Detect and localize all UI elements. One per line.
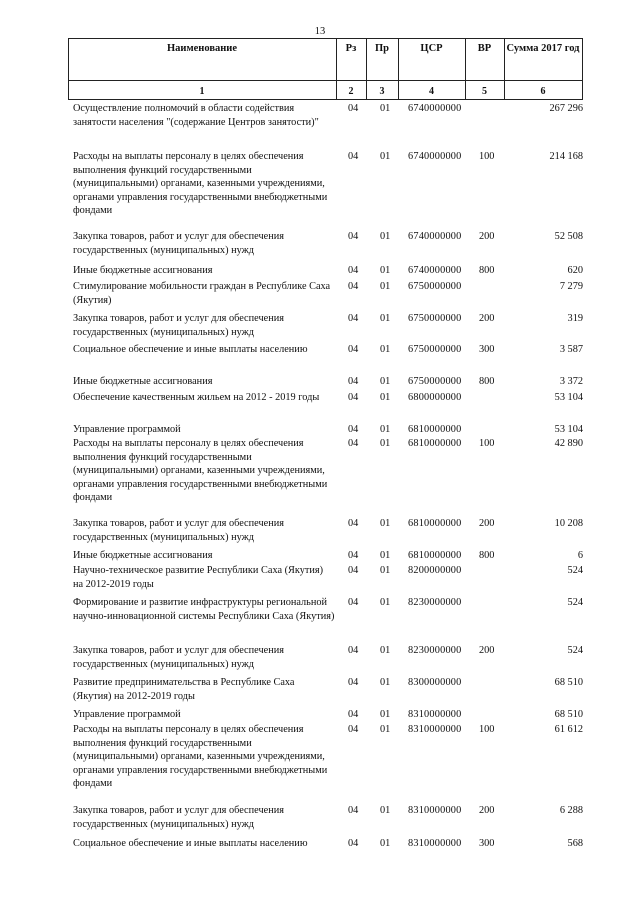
row-vr: 200 [479,805,495,816]
row-rz: 04 [348,313,359,324]
row-csr: 8310000000 [408,838,462,849]
row-rz: 04 [348,103,359,114]
row-pr: 01 [380,838,391,849]
row-pr: 01 [380,424,391,435]
row-rz: 04 [348,424,359,435]
row-csr: 6740000000 [408,265,462,276]
row-sum: 6 [577,550,583,561]
col-header-sum: Сумма 2017 год [506,43,580,54]
col-number: 6 [540,86,546,97]
row-csr: 6750000000 [408,281,462,292]
row-sum: 42 890 [554,438,583,449]
row-pr: 01 [380,392,391,403]
row-name: Стимулирование мобильности граждан в Республике Саха (Якутия) [73,281,331,306]
row-name: Расходы на выплаты персоналу в целях обеспечения выполнения функций государственными (муниципальными) органами, казенными учреждениями, органами управления государственными внебюджетными фондами [73,151,328,216]
row-pr: 01 [380,518,391,529]
row-name: Закупка товаров, работ и услуг для обеспечения государственных (муниципальных) нужд [73,805,284,830]
row-vr: 800 [479,265,495,276]
row-csr: 8310000000 [408,724,462,735]
row-pr: 01 [380,645,391,656]
row-csr: 6750000000 [408,376,462,387]
row-csr: 6810000000 [408,518,462,529]
row-pr: 01 [380,724,391,735]
row-name: Управление программой [73,709,181,720]
row-sum: 52 508 [554,231,583,242]
row-csr: 6740000000 [408,103,462,114]
row-name: Иные бюджетные ассигнования [73,376,213,387]
row-sum: 524 [567,645,583,656]
row-vr: 800 [479,550,495,561]
row-rz: 04 [348,597,359,608]
row-rz: 04 [348,151,359,162]
row-pr: 01 [380,265,391,276]
row-pr: 01 [380,344,391,355]
row-name: Закупка товаров, работ и услуг для обеспечения государственных (муниципальных) нужд [73,313,284,338]
row-pr: 01 [380,565,391,576]
col-number: 4 [429,86,434,97]
col-header-csr: ЦСР [420,43,443,54]
row-rz: 04 [348,805,359,816]
col-number: 3 [379,86,385,97]
row-sum: 6 288 [559,805,583,816]
row-rz: 04 [348,392,359,403]
row-pr: 01 [380,281,391,292]
row-sum: 267 296 [549,103,583,114]
row-sum: 568 [567,838,583,849]
row-rz: 04 [348,281,359,292]
row-name: Обеспечение качественным жильем на 2012 - 2019 годы [73,392,320,403]
row-pr: 01 [380,709,391,720]
row-name: Осуществление полномочий в области содействия занятости населения "(содержание Центров занятости)" [73,103,319,128]
row-rz: 04 [348,376,359,387]
row-name: Иные бюджетные ассигнования [73,550,213,561]
row-name: Развитие предпринимательства в Республике Саха (Якутия) на 2012-2019 годы [73,677,295,702]
row-rz: 04 [348,550,359,561]
row-sum: 61 612 [554,724,583,735]
row-vr: 200 [479,313,495,324]
row-csr: 8200000000 [408,565,462,576]
col-number: 2 [348,86,354,97]
row-vr: 200 [479,645,495,656]
row-vr: 300 [479,838,495,849]
row-csr: 8230000000 [408,597,462,608]
row-pr: 01 [380,103,391,114]
row-rz: 04 [348,565,359,576]
col-header-vr: ВР [477,43,492,54]
row-name: Формирование и развитие инфраструктуры региональной научно-инновационной системы Республики Саха (Якутия) [73,597,335,622]
row-vr: 100 [479,438,495,449]
row-pr: 01 [380,151,391,162]
row-sum: 53 104 [554,424,583,435]
row-sum: 524 [567,565,583,576]
row-name: Закупка товаров, работ и услуг для обеспечения государственных (муниципальных) нужд [73,231,284,256]
row-csr: 6800000000 [408,392,462,403]
row-sum: 620 [567,265,583,276]
row-csr: 8310000000 [408,709,462,720]
row-name: Иные бюджетные ассигнования [73,265,213,276]
page-number: 13 [314,26,326,37]
row-sum: 214 168 [549,151,583,162]
row-rz: 04 [348,265,359,276]
row-sum: 68 510 [554,677,583,688]
row-rz: 04 [348,677,359,688]
row-vr: 200 [479,518,495,529]
row-pr: 01 [380,597,391,608]
row-rz: 04 [348,709,359,720]
row-name: Управление программой [73,424,181,435]
row-sum: 3 587 [559,344,583,355]
row-name: Научно-техническое развитие Республики Саха (Якутия) на 2012-2019 годы [73,565,324,590]
row-sum: 319 [567,313,583,324]
row-rz: 04 [348,231,359,242]
row-rz: 04 [348,518,359,529]
row-name: Социальное обеспечение и иные выплаты населению [73,344,308,355]
row-sum: 7 279 [559,281,583,292]
row-rz: 04 [348,344,359,355]
col-number: 1 [199,86,205,97]
col-number: 5 [482,86,487,97]
row-vr: 100 [479,151,495,162]
row-name: Социальное обеспечение и иные выплаты населению [73,838,308,849]
row-csr: 6810000000 [408,424,462,435]
row-csr: 6810000000 [408,550,462,561]
col-header-name: Наименование [167,43,237,54]
row-sum: 10 208 [554,518,583,529]
row-vr: 200 [479,231,495,242]
row-pr: 01 [380,805,391,816]
row-rz: 04 [348,438,359,449]
row-csr: 8230000000 [408,645,462,656]
row-rz: 04 [348,724,359,735]
row-name: Закупка товаров, работ и услуг для обеспечения государственных (муниципальных) нужд [73,645,284,670]
row-pr: 01 [380,550,391,561]
row-pr: 01 [380,376,391,387]
row-name: Расходы на выплаты персоналу в целях обеспечения выполнения функций государственными (муниципальными) органами, казенными учреждениями, органами управления государственными внебюджетными фондами [73,724,328,789]
row-name: Расходы на выплаты персоналу в целях обеспечения выполнения функций государственными (муниципальными) органами, казенными учреждениями, органами управления государственными внебюджетными фондами [73,438,328,503]
row-csr: 6750000000 [408,344,462,355]
row-csr: 8300000000 [408,677,462,688]
row-pr: 01 [380,438,391,449]
row-sum: 68 510 [554,709,583,720]
row-csr: 6810000000 [408,438,462,449]
row-vr: 800 [479,376,495,387]
row-pr: 01 [380,313,391,324]
col-header-rz: Рз [345,43,357,54]
row-csr: 6740000000 [408,151,462,162]
row-rz: 04 [348,838,359,849]
row-csr: 6740000000 [408,231,462,242]
row-csr: 8310000000 [408,805,462,816]
row-sum: 524 [567,597,583,608]
col-header-pr: Пр [374,43,389,54]
row-vr: 300 [479,344,495,355]
row-sum: 53 104 [554,392,583,403]
row-vr: 100 [479,724,495,735]
row-csr: 6750000000 [408,313,462,324]
row-pr: 01 [380,231,391,242]
row-sum: 3 372 [559,376,583,387]
row-rz: 04 [348,645,359,656]
row-name: Закупка товаров, работ и услуг для обеспечения государственных (муниципальных) нужд [73,518,284,543]
row-pr: 01 [380,677,391,688]
